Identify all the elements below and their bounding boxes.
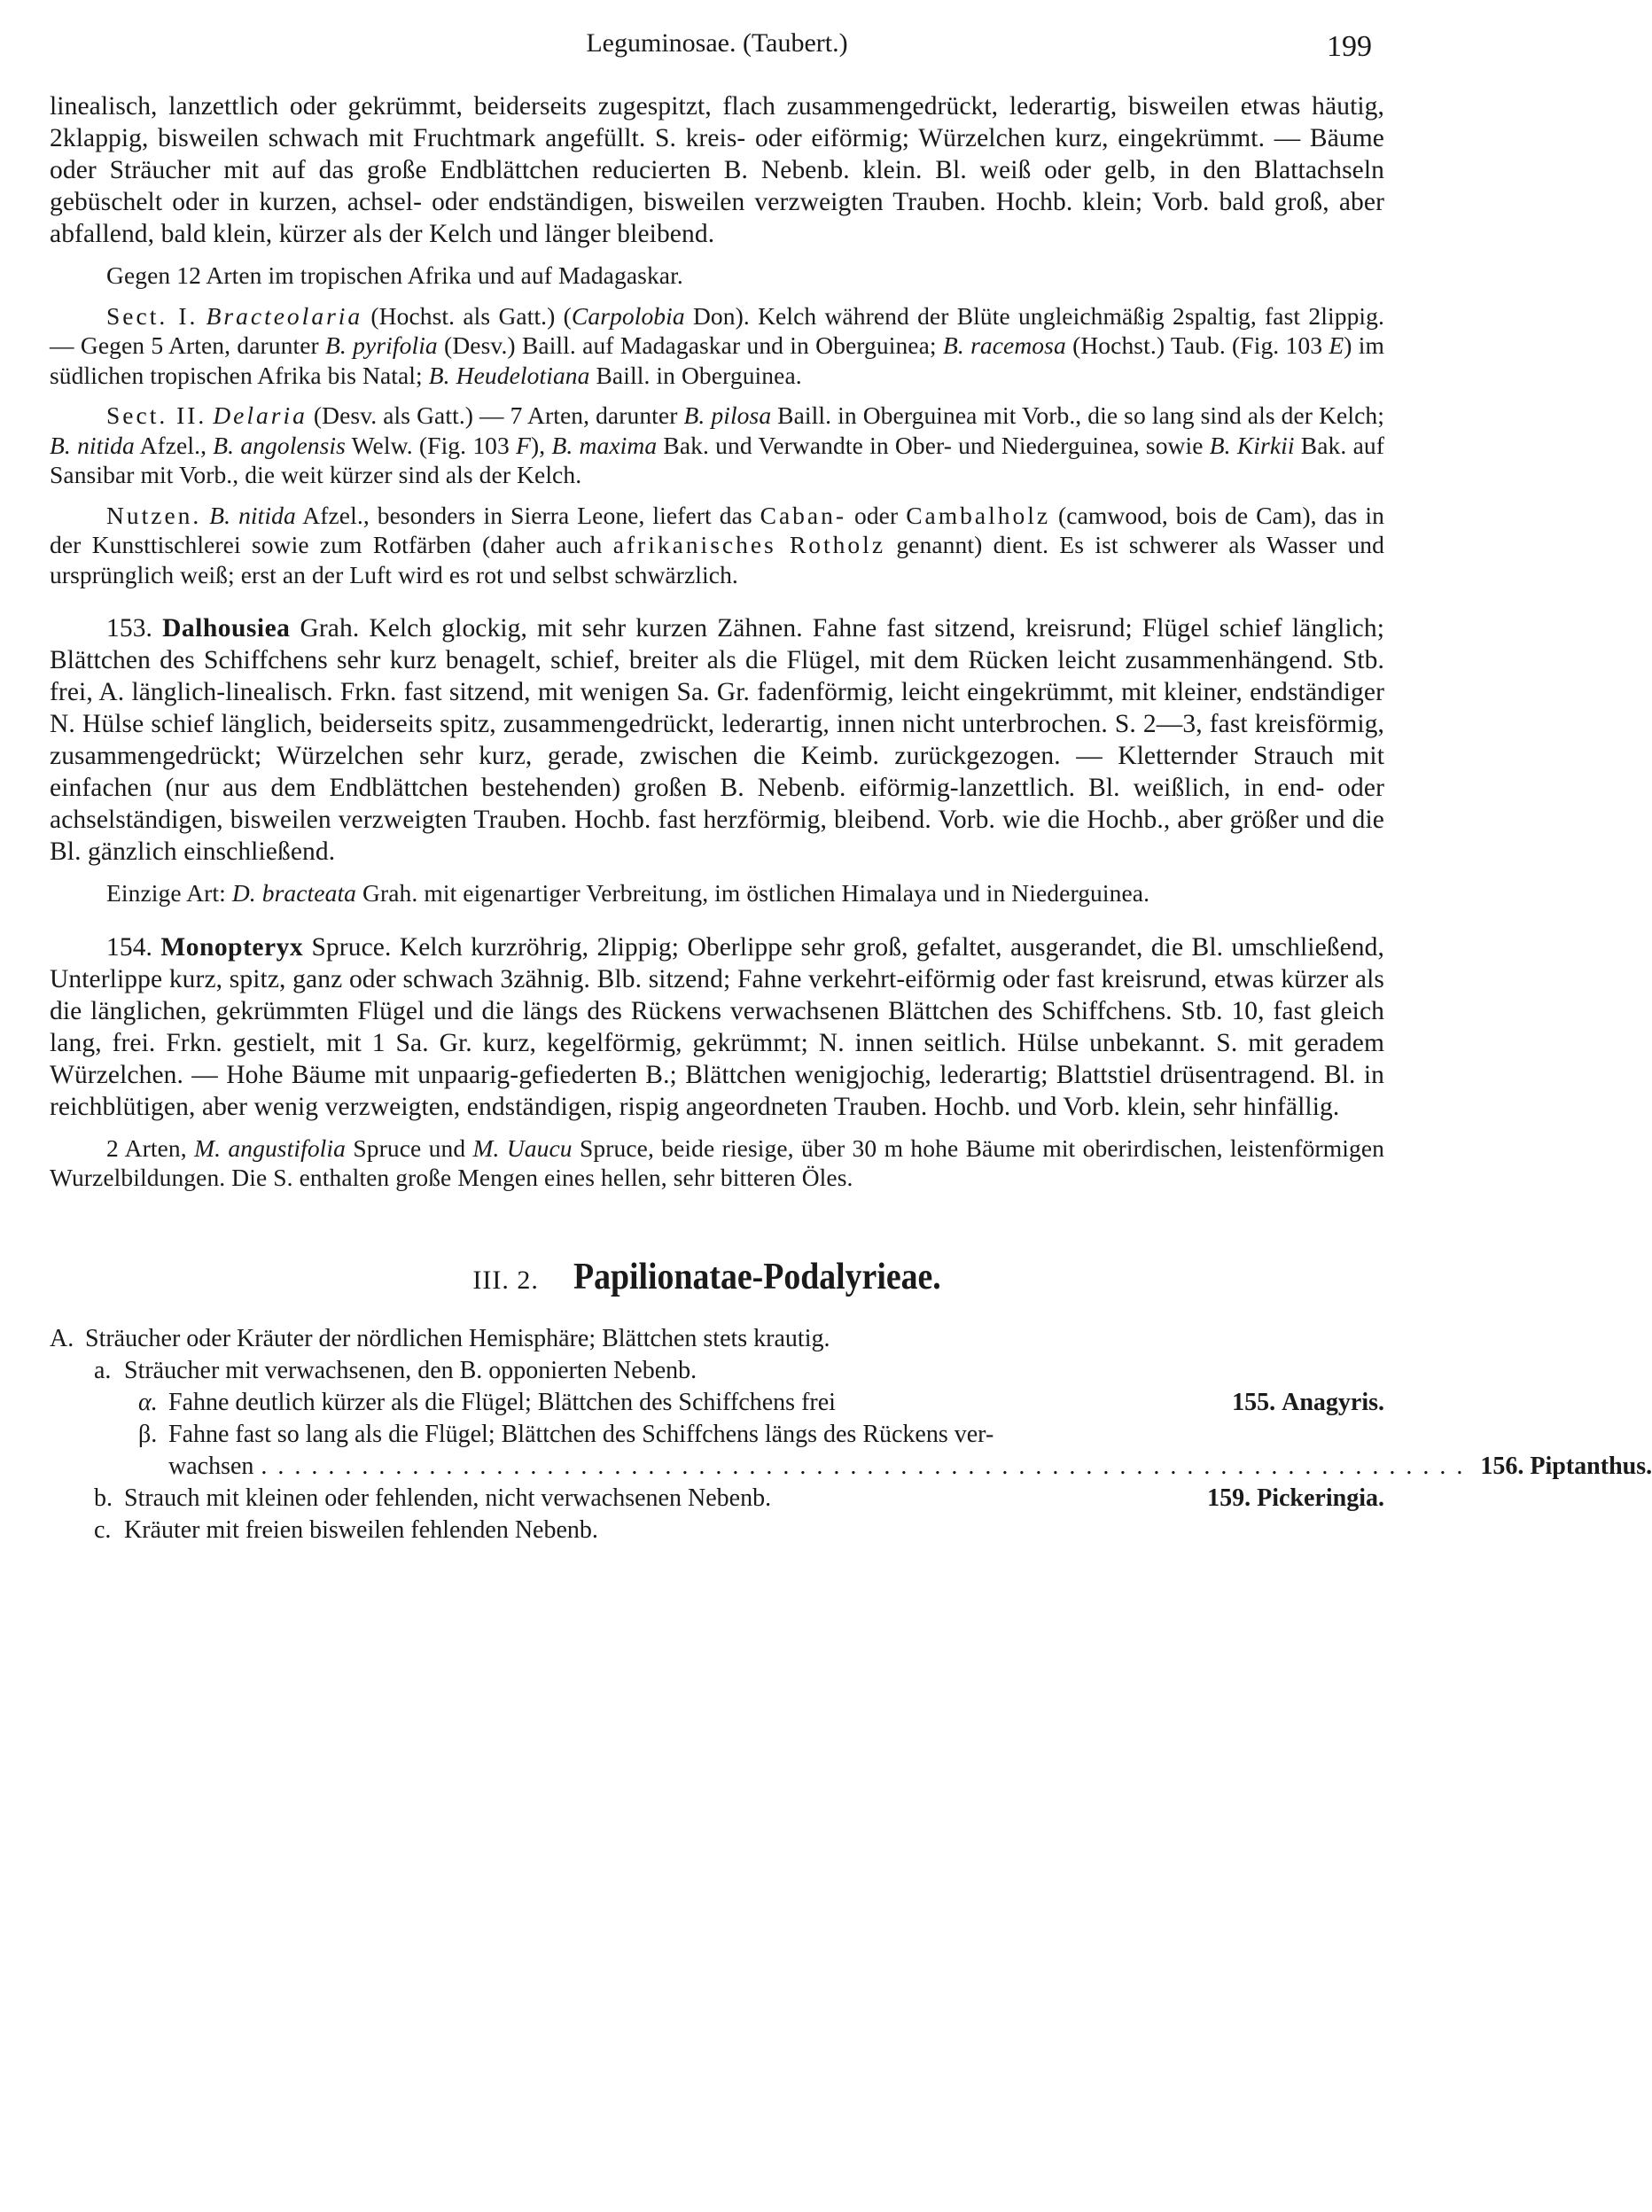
genus-number: 159. [1207, 1484, 1251, 1512]
section-number: III. 2. [472, 1265, 539, 1295]
paragraph-nutzen: Nutzen. B. nitida Afzel., besonders in Sierra Leone, liefert das Caban- oder Cambalholz (camwood, bois de Cam), das in der Kunsttischlerei sowie zum Rotfärben (daher auch afrikanisches Rotholz genannt) dient. Es ist schwerer als Wasser und ursprünglich weiß; erst an der Luft wird es rot und selbst schwärzlich. [50, 501, 1385, 588]
nutzen-label: Nutzen. [106, 501, 202, 529]
genus-note-monopteryx: 2 Arten, M. angustifolia Spruce und M. Uaucu Spruce, beide riesige, über 30 m hohe Bäume mit oberirdischen, leistenförmigen Wurzelbildungen. Die S. enthalten große Mengen eines hellen, sehr bitteren Öles. [50, 1133, 1384, 1191]
key-entry-c: c. Kräuter mit freien bisweilen fehlenden Nebenb. [94, 1515, 598, 1544]
genus-entry-dalhousiea [50, 612, 1384, 868]
genus-name: Piptanthus. [1530, 1452, 1652, 1480]
figure-ref: F [516, 431, 531, 459]
spaced-term: Caban- [760, 501, 847, 529]
genus-number: 154. [106, 932, 153, 962]
key-entry-alpha: α. Fahne deutlich kürzer als die Flügel; Blättchen des Schiffchens frei 155. Anagyris. [138, 1388, 1384, 1416]
section-name: Bracteolaria [206, 301, 363, 330]
species-name: B. Heudelotiana [428, 361, 590, 389]
genus-name: Pickeringia. [1257, 1484, 1384, 1512]
page-number: 199 [1327, 30, 1372, 63]
key-entry-a: a. Sträucher mit verwachsenen, den B. opponierten Nebenb. [94, 1356, 697, 1384]
species-name: M. Uaucu [472, 1133, 573, 1162]
synonym: Carpolobia [571, 301, 685, 330]
paragraph-section-bracteolaria: Sect. I. Bracteolaria (Hochst. als Gatt.) (Carpolobia Don). Kelch während der Blüte ungleichmäßig 2spaltig, fast 2lippig. — Gegen 5 Arten, darunter B. pyrifolia (Desv.) Baill. auf Madagaskar und in Oberguinea; B. racemosa (Hochst.) Taub. (Fig. 103 E) im südlichen tropischen Afrika bis Natal; B. Heudelotiana Baill. in Oberguinea. [50, 301, 1385, 389]
species-name: B. pyrifolia [325, 331, 438, 359]
genus-name: Monopteryx [160, 932, 304, 962]
species-name: M. angustifolia [194, 1133, 347, 1162]
paragraph-species-count: Gegen 12 Arten im tropischen Afrika und auf Madagaskar. [106, 261, 683, 289]
key-entry-b: b. Strauch mit kleinen oder fehlenden, nicht verwachsenen Nebenb. 159. Pickeringia. [94, 1484, 1384, 1512]
genus-description: Spruce. Kelch kurzröhrig, 2lippig; Oberlippe sehr groß, gefaltet, ausgerandet, die Bl. umschließend, Unterlippe kurz, spitz, ganz oder schwach 3zähnig. Blb. sitzend; Fahne verkehrt-eiförmig oder fast kreisrund, etwas kürzer als die länglichen, gekrümmten Flügel und die längs des Rückens verwachsenen Blättchen des Schiffchens. Stb. 10, fast gleich lang, frei. Frkn. gestielt, mit 1 Sa. Gr. kurz, kegelförmig, gekrümmt; N. innen seitlich. Hülse unbekannt. S. mit geradem Würzelchen. — Hohe Bäume mit unpaarig-gefiederten B.; Blättchen wenigjochig, lederartig; Blattstiel drüsentragend. Bl. in reichblütigen, aber wenig verzweigten, endständigen, rispig angeordneten Trauben. Hochb. und Vorb. klein, sehr hinfällig. [50, 932, 1384, 1121]
genus-note-dalhousiea: Einzige Art: D. bracteata Grah. mit eigenartiger Verbreitung, im östlichen Himalaya und in Niederguinea. [106, 879, 1150, 907]
section-label: Sect. II. [106, 401, 207, 429]
section-heading [50, 1257, 1384, 1301]
spaced-term: Cambalholz [906, 501, 1051, 529]
key-entry-beta-continued: wachsen ........................................................................ 156. Piptanthus. [168, 1452, 1652, 1480]
key-entry-beta: β. Fahne fast so lang als die Flügel; Blättchen des Schiffchens längs des Rückens ver- [138, 1420, 994, 1448]
species-name: B. maxima [551, 431, 658, 459]
species-name: B. Kirkii [1209, 431, 1295, 459]
section-label: Sect. I. [106, 301, 199, 330]
paragraph-section-delaria: Sect. II. Delaria (Desv. als Gatt.) — 7 Arten, darunter B. pilosa Baill. in Oberguinea mit Vorb., die so lang sind als der Kelch; B. nitida Afzel., B. angolensis Welw. (Fig. 103 F), B. maxima Bak. und Verwandte in Ober- und Niederguinea, sowie B. Kirkii Bak. auf Sansibar mit Vorb., die weit kürzer sind als der Kelch. [50, 401, 1384, 488]
genus-entry-monopteryx [50, 931, 1384, 1123]
genus-name: Dalhousiea [162, 614, 291, 643]
genus-description: Grah. Kelch glockig, mit sehr kurzen Zähnen. Fahne fast sitzend, kreisrund; Flügel schief länglich; Blättchen des Schiffchens sehr kurz benagelt, schief, breiter als die Flügel, mit dem Rücken leicht zusammenhängend. Stb. frei, A. länglich-linealisch. Frkn. fast sitzend, mit wenigen Sa. Gr. fadenförmig, leicht eingekrümmt, mit kleiner, endständiger N. Hülse schief länglich, beiderseits spitz, zusammengedrückt, lederartig, innen nicht unterbrochen. S. 2—3, fast kreisförmig, zusammengedrückt; Würzelchen sehr kurz, gerade, zwischen die Keimb. zurückgezogen. — Kletternder Strauch mit einfachen (nur aus dem Endblättchen bestehenden) großen B. Nebenb. eiförmig-lanzettlich. Bl. weißlich, in end- oder achselständigen, bisweilen verzweigten Trauben. Hochb. fast herzförmig, bleibend. Vorb. wie die Hochb., aber größer und die Bl. gänzlich einschließend. [50, 614, 1384, 866]
species-name: B. nitida [50, 431, 135, 459]
species-name: B. nitida [209, 501, 296, 529]
section-name: Delaria [213, 401, 308, 429]
figure-ref: E [1329, 331, 1344, 359]
running-header [50, 28, 1384, 90]
paragraph-genus-continuation: linealisch, lanzettlich oder gekrümmt, beiderseits zugespitzt, flach zusammengedrückt, lederartig, bisweilen etwas häutig, 2klappig, bisweilen schwach mit Fruchtmark angefüllt. S. kreis- oder eiförmig; Würzelchen kurz, eingekrümmt. — Bäume oder Sträucher mit auf das große Endblättchen reducierten B. Nebenb. klein. Bl. weiß oder gelb, in den Blattachseln gebüschelt oder in kurzen, achsel- oder endständigen, bisweilen verzweigten Trauben. Hochb. klein; Vorb. bald groß, aber abfallend, bald klein, kürzer als der Kelch und länger bleibend. [50, 92, 1384, 248]
genus-number: 153. [106, 614, 153, 643]
section-name: Papilionatae-Podalyrieae. [573, 1256, 941, 1297]
species-name: B. angolensis [213, 431, 346, 459]
key-entry-A: A. Sträucher oder Kräuter der nördlichen Hemisphäre; Blättchen stets krautig. [50, 1324, 830, 1352]
species-name: B. pilosa [683, 401, 772, 429]
genus-name: Anagyris. [1282, 1388, 1384, 1416]
spaced-term: afrikanisches Rotholz [612, 531, 886, 558]
header-title: Leguminosae. (Taubert.) [586, 28, 848, 58]
genus-number: 156. [1480, 1452, 1524, 1480]
species-name: D. bracteata [231, 879, 357, 907]
leader-dots: ........................................................................ [261, 1452, 1474, 1480]
identification-key [50, 1324, 1652, 1546]
genus-number: 155. [1232, 1388, 1276, 1416]
species-name: B. racemosa [942, 331, 1066, 359]
